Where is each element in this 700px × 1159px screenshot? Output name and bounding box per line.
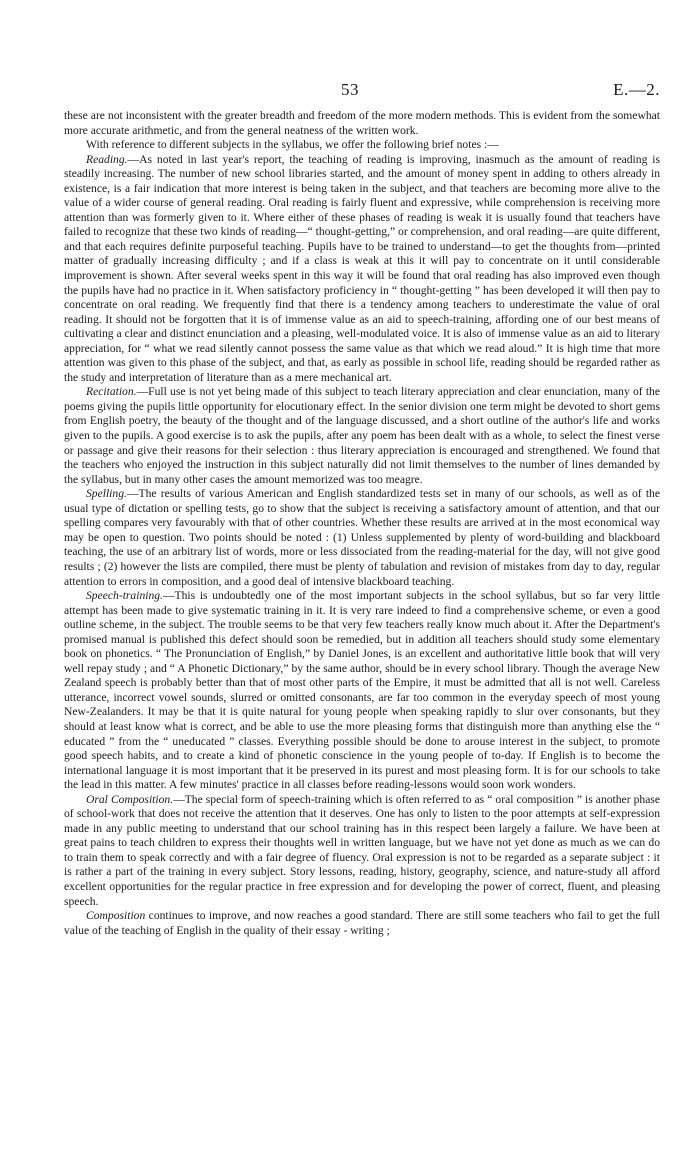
section-heading: Spelling. xyxy=(86,487,127,501)
paragraph-text: —This is undoubtedly one of the most important subjects in the school syllabus, but so far very little attempt has been made to give systematic training in it. It is very rare indeed to find a comprehensive scheme, or even a good outline scheme, in the subject. The trouble seems to be that very few teachers really know much about it. After the Department's promised manual is published this defect should soon be remedied, but in addition all teachers should study some elementary book on phonetics. “ The Pronunciation of English,” by Daniel Jones, is an excellent and authoritative little book that will very well repay study ; and “ A Phonetic Dictionary,” by the same author, should be in every school library. Though the average New Zealand speech is probably better than that of most other parts of the Empire, it must be admitted that all is not well. Careless utterance, incorrect vowel sounds, slurred or omitted consonants, are far too common in the everyday speech of most young New-Zealanders. It may be that it is quite natural for young people when speaking rapidly to slur over consonants, but they should at least know what is correct, and be able to use the more pleasing forms that distinguish more than anything else the “ educated ” from the “ uneducated ” classes. Everything possible should be done to arouse interest in the subject, to promote good speech habits, and to create a kind of phonetic conscience in the young people of to-day. If English is to become the international language it is most important that it be preserved in its purest and most pleasing form. It is for our schools to take the lead in this matter. A few minutes' practice in all classes before reading-lessons would soon work wonders. xyxy=(64,589,660,792)
paragraph-text: —The special form of speech-training which is often referred to as “ oral composition ” is another phase of school-work that does not receive the attention that it deserves. One has only to listen to the poor attempts at self-expression made in any public meeting to understand that our school training has in this respect been largely a failure. We have been at great pains to teach children to express their thoughts well in written language, but we have not yet done as much as we can do to train them to speak correctly and with a fair degree of fluency. Oral expression is not to be regarded as a separate subject : it is rather a part of the training in every subject. Story lessons, reading, history, geography, science, and nature-study all afford excellent opportunities for the regular practice in free expression and for developing the power of correct, fluent, and pleasing speech. xyxy=(64,792,660,908)
paragraph-continuation xyxy=(64,109,660,138)
paragraph-text: —Full use is not yet being made of this subject to teach literary appreciation and clear enunciation, many of the poems giving the pupils little opportunity for elocutionary effect. In the senior division one term might be devoted to short gems from English poetry, the beauty of the thought and of the language discussed, and a short outline of the author's life and works given to the pupils. A good exercise is to ask the pupils, after any poem has been dealt with as a whole, to select the finest verse or passage and give their reasons for their selection : thus literary appreciation is encouraged and strengthened. We found that the teachers who enjoyed the instruction in this subject naturally did not limit themselves to the number of lines demanded by the syllabus, but in many other cases the amount memorized was too meagre. xyxy=(64,385,660,486)
body-text xyxy=(64,109,660,938)
paragraph-intro xyxy=(64,138,660,153)
paragraph-text: continues to improve, and now reaches a good standard. There are still some teachers who fail to get the full value of the teaching of English in the quality of their essay - writing ; xyxy=(64,909,660,937)
section-heading: Composition xyxy=(86,909,146,923)
paragraph-reading xyxy=(64,153,660,386)
paragraph-text: these are not inconsistent with the greater breadth and freedom of the more modern methods. This is evident from the somewhat more accurate arithmetic, and from the general neatness of the written work. xyxy=(64,109,660,137)
paragraph-text: —The results of various American and English standardized tests set in many of our schools, as well as of the usual type of dictation or spelling tests, go to show that the subject is receiving a satisfactory amount of attention, and that our spelling compares very favourably with that of other countries. Whether these results are arrived at in the most economical way may be open to question. Two points should be noted : (1) Unless supplemented by plenty of word-building and blackboard teaching, the use of an arbitrary list of words, more or less dissociated from the reading-material for the day, will not give good results ; (2) however the lists are compiled, there must be plenty of tabulation and revision of mistakes from day to day, regular attention to errors in composition, and a good deal of intensive blackboard teaching. xyxy=(64,487,660,588)
section-heading: Reading. xyxy=(86,152,128,166)
paragraph-oral-composition xyxy=(64,793,660,909)
page-number: 53 xyxy=(341,80,359,99)
paragraph-text: With reference to different subjects in the syllabus, we offer the following brief notes :— xyxy=(86,138,499,152)
report-code: E.—2. xyxy=(613,80,660,99)
paragraph-spelling xyxy=(64,487,660,589)
section-heading: Oral Composition. xyxy=(86,792,174,806)
paragraph-speech-training xyxy=(64,589,660,793)
paragraph-composition xyxy=(64,909,660,938)
paragraph-text: —As noted in last year's report, the teaching of reading is improving, inasmuch as the amount of reading is steadily increasing. The number of new school libraries started, and the amount of money spent in adding to others already in existence, is a fair indication that more interest is being taken in the subject, and that teachers are becoming more alive to the value of a wider course of general reading. Oral reading is fairly fluent and expressive, while comprehension is receiving more attention than was formerly given to it. Where either of these phases of reading is weak it is usually found that teachers have failed to recognize that these two kinds of reading—“ thought-getting,” or comprehension, and oral reading—are quite different, and that each requires definite purposeful teaching. Pupils have to be trained to understand—to get the thoughts from—printed matter of gradually increasing difficulty ; and if a class is weak at this it will pay to concentrate on it until considerable improvement is shown. After several weeks spent in this way it will be found that oral reading has also improved even though the pupils have had no practice in it. When satisfactory proficiency in “ thought-getting ” has been developed it will then pay to concentrate on oral reading. We frequently find that there is a tendency among teachers to underestimate the value of oral reading. It should not be forgotten that it is of immense value as an aid to speech-training, affording one of our best means of cultivating a clear and distinct enunciation and a pleasing, well-modulated voice. It is also of immense value as an aid to literary appreciation, for “ what we read silently cannot possess the same value as that which we read aloud.” It is high time that more attention was given to this phase of the subject, and that, as early as possible in school life, reading should be regarded rather as the study and interpretation of literature than as a mere mechanical art. xyxy=(64,152,660,384)
section-heading: Recitation. xyxy=(86,385,137,399)
paragraph-recitation xyxy=(64,385,660,487)
section-heading: Speech-training. xyxy=(86,589,163,603)
